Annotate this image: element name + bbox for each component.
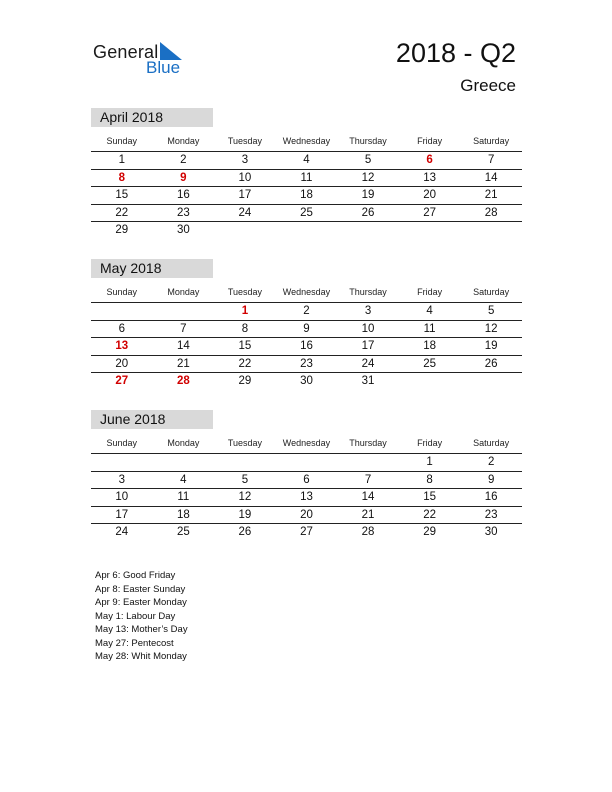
day-cell: 28 xyxy=(484,206,498,219)
holiday-day-cell: 13 xyxy=(115,340,129,352)
day-cell: 20 xyxy=(423,189,436,201)
day-cell: 25 xyxy=(423,357,436,370)
day-cell: 24 xyxy=(238,206,252,219)
day-cell: 30 xyxy=(176,224,190,236)
day-cell: 8 xyxy=(241,322,249,335)
day-cell: 10 xyxy=(238,171,252,184)
day-cell: 21 xyxy=(176,357,190,370)
weekday-label: Thursday xyxy=(349,136,387,146)
day-cell xyxy=(91,303,153,320)
country-label: Greece xyxy=(460,76,516,95)
weekday-label: Monday xyxy=(167,136,200,146)
month-title: April 2018 xyxy=(91,108,213,127)
weekday-label: Friday xyxy=(417,438,443,448)
day-cell: 11 xyxy=(423,322,436,335)
week-row xyxy=(91,303,522,321)
holiday-note: May 1: Labour Day xyxy=(95,610,176,622)
day-cell: 9 xyxy=(303,322,310,335)
day-cell: 26 xyxy=(484,357,498,370)
day-cell: 27 xyxy=(423,206,436,219)
weekday-header-row xyxy=(91,282,522,303)
day-cell xyxy=(153,454,215,471)
holiday-day-cell: 28 xyxy=(176,375,190,387)
day-cell: 2 xyxy=(487,456,495,468)
week-row xyxy=(91,170,522,188)
day-cell: 30 xyxy=(484,526,498,538)
day-cell: 22 xyxy=(238,357,252,370)
day-cell: 1 xyxy=(118,154,125,166)
weekday-label: Thursday xyxy=(349,287,387,297)
day-cell: 12 xyxy=(238,491,252,503)
week-row xyxy=(91,222,522,239)
day-cell: 8 xyxy=(426,473,433,486)
weekday-label: Monday xyxy=(167,438,200,448)
day-cell: 16 xyxy=(300,340,313,352)
day-cell: 11 xyxy=(300,171,313,184)
week-row xyxy=(91,187,522,205)
day-cell: 19 xyxy=(484,340,498,352)
day-cell: 21 xyxy=(484,189,498,201)
holiday-note: May 13: Mother’s Day xyxy=(95,624,188,635)
day-cell: 22 xyxy=(423,508,436,521)
day-cell xyxy=(214,454,276,471)
day-cell xyxy=(214,222,276,239)
day-cell: 6 xyxy=(118,322,125,335)
day-cell: 31 xyxy=(361,375,375,387)
month-april xyxy=(91,108,522,239)
weekday-header-row xyxy=(91,131,522,152)
day-cell: 24 xyxy=(115,526,129,538)
day-cell: 26 xyxy=(238,526,252,538)
weekday-label: Sunday xyxy=(106,438,138,448)
logo-general-text: General xyxy=(93,42,159,62)
day-cell xyxy=(460,222,522,239)
day-cell: 10 xyxy=(115,491,129,503)
weekday-label: Tuesday xyxy=(227,438,262,448)
day-cell: 9 xyxy=(487,473,495,486)
day-cell: 3 xyxy=(364,305,372,317)
month-june xyxy=(91,410,522,541)
holiday-note: May 28: Whit Monday xyxy=(95,651,187,662)
day-cell: 23 xyxy=(176,206,190,219)
week-row xyxy=(91,454,522,472)
month-title: May 2018 xyxy=(91,259,213,278)
day-cell: 20 xyxy=(115,357,129,370)
week-row xyxy=(91,524,522,541)
weekday-label: Sunday xyxy=(106,287,138,297)
day-cell: 17 xyxy=(115,508,129,521)
weekday-label: Wednesday xyxy=(282,287,331,297)
day-cell: 29 xyxy=(423,526,436,538)
day-cell: 14 xyxy=(361,491,375,503)
week-row xyxy=(91,356,522,374)
day-cell xyxy=(337,222,399,239)
day-cell: 14 xyxy=(484,171,498,184)
holiday-day-cell: 6 xyxy=(426,154,433,166)
page-title: 2018 - Q2 xyxy=(395,38,516,68)
day-cell: 20 xyxy=(300,508,313,521)
day-cell: 7 xyxy=(180,322,187,335)
week-row xyxy=(91,507,522,525)
holiday-notes xyxy=(95,569,188,664)
holiday-note: Apr 9: Easter Monday xyxy=(95,597,187,608)
day-cell: 19 xyxy=(361,189,375,201)
day-cell: 23 xyxy=(300,357,313,370)
holiday-day-cell: 9 xyxy=(180,171,187,184)
day-cell: 14 xyxy=(176,340,190,352)
day-cell xyxy=(153,303,215,320)
day-cell: 12 xyxy=(361,171,375,184)
holiday-day-cell: 27 xyxy=(115,375,129,387)
day-cell xyxy=(276,222,338,239)
week-row xyxy=(91,489,522,507)
day-cell xyxy=(276,454,338,471)
logo xyxy=(93,40,193,80)
day-cell: 28 xyxy=(361,526,375,538)
weekday-label: Wednesday xyxy=(282,136,331,146)
week-row xyxy=(91,373,522,390)
weekday-label: Tuesday xyxy=(227,287,262,297)
day-cell: 21 xyxy=(361,508,375,521)
day-cell: 18 xyxy=(176,508,190,521)
weekday-label: Monday xyxy=(167,287,200,297)
week-row xyxy=(91,338,522,356)
day-cell: 6 xyxy=(303,473,310,486)
day-cell: 4 xyxy=(426,305,433,317)
day-cell: 10 xyxy=(361,322,375,335)
holiday-note: May 27: Pentecost xyxy=(95,637,174,649)
day-cell: 5 xyxy=(364,154,372,166)
day-cell: 3 xyxy=(241,154,249,166)
day-cell: 2 xyxy=(180,154,187,166)
day-cell: 19 xyxy=(238,508,252,521)
day-cell xyxy=(399,373,461,390)
holiday-day-cell: 1 xyxy=(241,305,249,317)
day-cell: 22 xyxy=(115,206,129,219)
day-cell: 15 xyxy=(238,340,252,352)
day-cell: 17 xyxy=(361,340,375,352)
month-title: June 2018 xyxy=(91,410,213,429)
day-cell: 25 xyxy=(176,526,190,538)
weekday-label: Friday xyxy=(417,287,443,297)
day-cell: 16 xyxy=(176,189,190,201)
week-row xyxy=(91,152,522,170)
day-cell: 29 xyxy=(115,224,129,236)
day-cell xyxy=(91,454,153,471)
day-cell: 4 xyxy=(180,473,187,486)
day-cell: 13 xyxy=(300,491,313,503)
weekday-label: Saturday xyxy=(473,438,510,448)
day-cell: 17 xyxy=(238,189,252,201)
weekday-label: Thursday xyxy=(349,438,387,448)
day-cell: 7 xyxy=(364,473,372,486)
day-cell: 26 xyxy=(361,206,375,219)
week-row xyxy=(91,472,522,490)
weekday-label: Sunday xyxy=(106,136,138,146)
logo-blue-text: Blue xyxy=(146,58,181,77)
weekday-header-row xyxy=(91,433,522,454)
day-cell: 2 xyxy=(303,305,310,317)
week-row xyxy=(91,321,522,339)
holiday-note: Apr 6: Good Friday xyxy=(95,570,176,581)
day-cell: 7 xyxy=(487,154,495,166)
day-cell: 15 xyxy=(423,491,436,503)
day-cell: 24 xyxy=(361,357,375,370)
day-cell: 3 xyxy=(118,473,125,486)
day-cell: 23 xyxy=(484,508,498,521)
day-cell xyxy=(399,222,461,239)
weekday-label: Saturday xyxy=(473,287,510,297)
month-may xyxy=(91,259,522,390)
day-cell: 4 xyxy=(303,154,310,166)
weekday-label: Wednesday xyxy=(282,438,331,448)
day-cell xyxy=(337,454,399,471)
day-cell: 29 xyxy=(238,375,252,387)
day-cell: 5 xyxy=(487,305,495,317)
holiday-day-cell: 8 xyxy=(118,171,125,184)
holiday-note: Apr 8: Easter Sunday xyxy=(95,583,186,595)
day-cell: 13 xyxy=(423,171,436,184)
day-cell xyxy=(460,373,522,390)
day-cell: 5 xyxy=(241,473,249,486)
day-cell: 15 xyxy=(115,189,129,201)
week-row xyxy=(91,205,522,223)
weekday-label: Tuesday xyxy=(227,136,262,146)
day-cell: 25 xyxy=(300,206,313,219)
day-cell: 30 xyxy=(300,375,313,387)
day-cell: 1 xyxy=(426,456,433,468)
weekday-label: Saturday xyxy=(473,136,510,146)
weekday-label: Friday xyxy=(417,136,443,146)
day-cell: 18 xyxy=(423,340,436,352)
day-cell: 11 xyxy=(177,491,190,503)
day-cell: 16 xyxy=(484,491,498,503)
day-cell: 27 xyxy=(300,526,313,538)
day-cell: 12 xyxy=(484,322,498,335)
day-cell: 18 xyxy=(300,189,313,201)
